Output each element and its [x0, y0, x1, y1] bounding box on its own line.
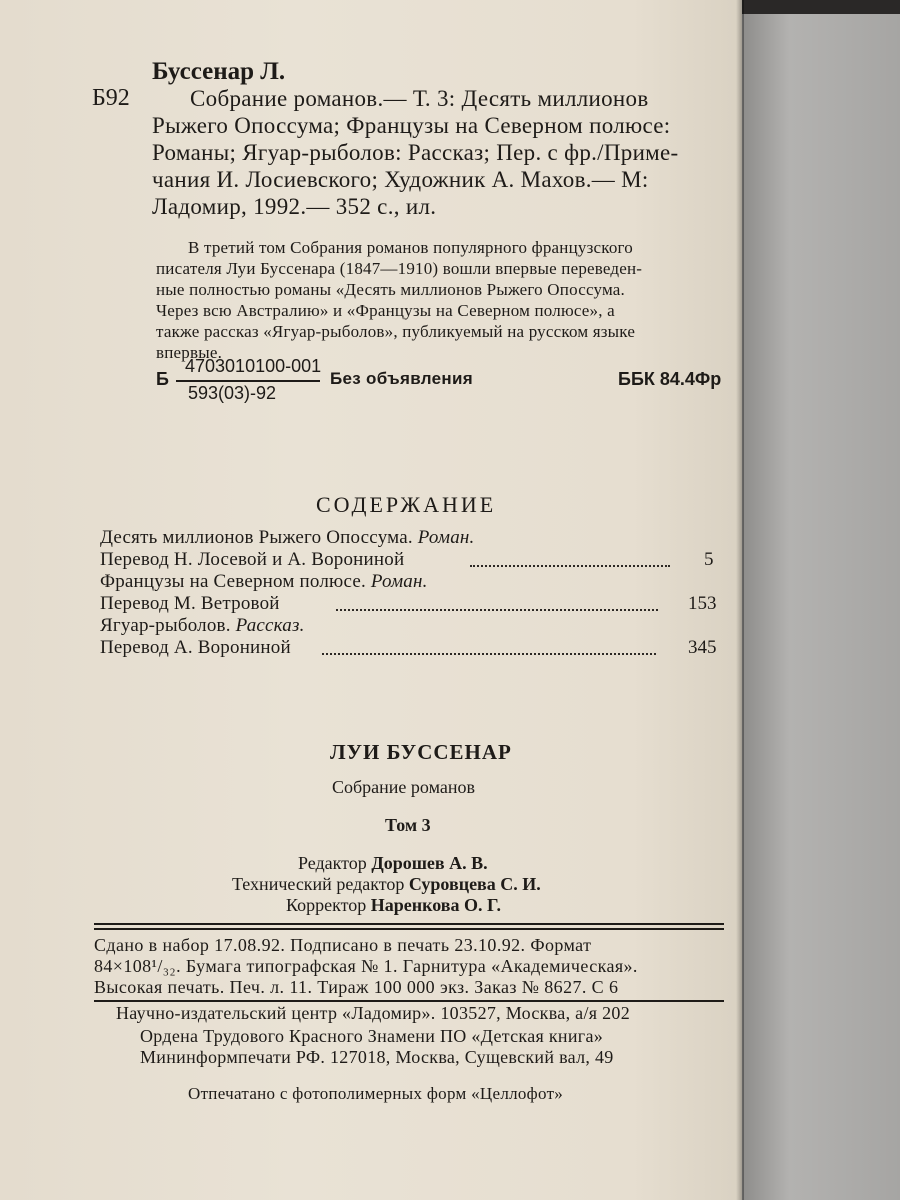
imprint-line: 84×108¹/₃₂. Бумага типографская № 1. Гарнитура «Академическая». — [94, 956, 638, 976]
catalog-number-bottom: 593(03)-92 — [188, 383, 277, 403]
credit-line — [286, 895, 501, 916]
toc-entry-translator: Перевод М. Ветровой — [100, 593, 280, 614]
printed-note: Отпечатано с фотополимерных форм «Целлофот» — [188, 1084, 564, 1103]
biblio-line: Собрание романов.— Т. 3: Десять миллионов — [190, 86, 649, 111]
imprint-line: Сдано в набор 17.08.92. Подписано в печать 23.10.92. Формат — [94, 935, 592, 955]
toc-entry-genre: Рассказ. — [235, 615, 305, 636]
publisher-line: Мининформпечати РФ. 127018, Москва, Сущевский вал, 49 — [140, 1047, 614, 1067]
page-stack-edge — [742, 14, 900, 1200]
credit-name: Наренкова О. Г. — [370, 895, 501, 915]
biblio-line: Рыжего Опоссума; Французы на Северном полюсе: — [152, 113, 671, 138]
toc-entry-genre: Роман. — [417, 527, 475, 548]
catalog-number-top: 4703010100-001 — [185, 356, 322, 376]
toc-page-number: 5 — [704, 549, 714, 570]
annotation-line: ные полностью романы «Десять миллионов Рыжего Опоссума. — [156, 280, 625, 299]
colophon-volume: Том 3 — [385, 815, 431, 835]
credit-role: Редактор — [298, 853, 367, 873]
toc-entry-title: Десять миллионов Рыжего Опоссума. Роман. — [100, 527, 475, 548]
author-heading: Буссенар Л. — [152, 58, 286, 85]
colophon-subtitle: Собрание романов — [332, 777, 475, 797]
bbk-index: ББК 84.4Фр — [618, 369, 722, 389]
publisher-line: Ордена Трудового Красного Знамени ПО «Детская книга» — [140, 1026, 604, 1046]
publisher-line: Научно-издательский центр «Ладомир». 103527, Москва, а/я 202 — [116, 1003, 631, 1023]
toc-entry-translator: Перевод А. Ворониной — [100, 637, 291, 658]
toc-leader-dots — [322, 653, 656, 655]
toc-entry-title: Ягуар-рыболов. Рассказ. — [100, 615, 305, 636]
divider-rule — [94, 928, 724, 930]
credit-line — [298, 853, 488, 874]
no-ads-label: Без объявления — [330, 369, 473, 388]
page-shadow — [736, 0, 744, 1200]
toc-entry-title: Французы на Северном полюсе. Роман. — [100, 571, 428, 592]
annotation-line: также рассказ «Ягуар-рыболов», публикуемый на русском языке — [156, 322, 636, 341]
annotation-line: В третий том Собрания романов популярного французского — [188, 238, 633, 257]
imprint-line: Высокая печать. Печ. л. 11. Тираж 100 000 экз. Заказ № 8627. С 6 — [94, 977, 619, 997]
toc-page-number: 153 — [688, 593, 717, 614]
annotation-line: Через всю Австралию» и «Французы на Северном полюсе», а — [156, 301, 615, 320]
catalog-fraction-line — [176, 380, 320, 382]
toc-leader-dots — [470, 565, 670, 567]
toc-leader-dots — [336, 609, 658, 611]
credit-name: Суровцева С. И. — [408, 874, 541, 894]
annotation-line: писателя Луи Буссенара (1847—1910) вошли впервые переведен- — [156, 259, 643, 278]
divider-rule — [94, 923, 724, 925]
toc-entry-translator: Перевод Н. Лосевой и А. Ворониной — [100, 549, 405, 570]
toc-entry-genre: Роман. — [370, 571, 428, 592]
biblio-line: чания И. Лосиевского; Художник А. Махов.— М: — [152, 167, 649, 192]
toc-page-number: 345 — [688, 637, 717, 658]
divider-rule — [94, 1000, 724, 1002]
toc-title: СОДЕРЖАНИЕ — [316, 492, 497, 517]
biblio-line: Ладомир, 1992.— 352 с., ил. — [152, 194, 437, 219]
annotation-line: впервые. — [156, 343, 223, 362]
biblio-line: Романы; Ягуар-рыболов: Рассказ; Пер. с фр./Приме- — [152, 140, 679, 165]
credit-role: Корректор — [286, 895, 367, 915]
catalog-letter: Б — [156, 369, 169, 389]
colophon-author: ЛУИ БУССЕНАР — [330, 740, 512, 764]
catalog-code: Б92 — [92, 85, 130, 111]
credit-line — [232, 874, 541, 895]
credit-name: Дорошев А. В. — [371, 853, 488, 873]
credit-role: Технический редактор — [232, 874, 405, 894]
